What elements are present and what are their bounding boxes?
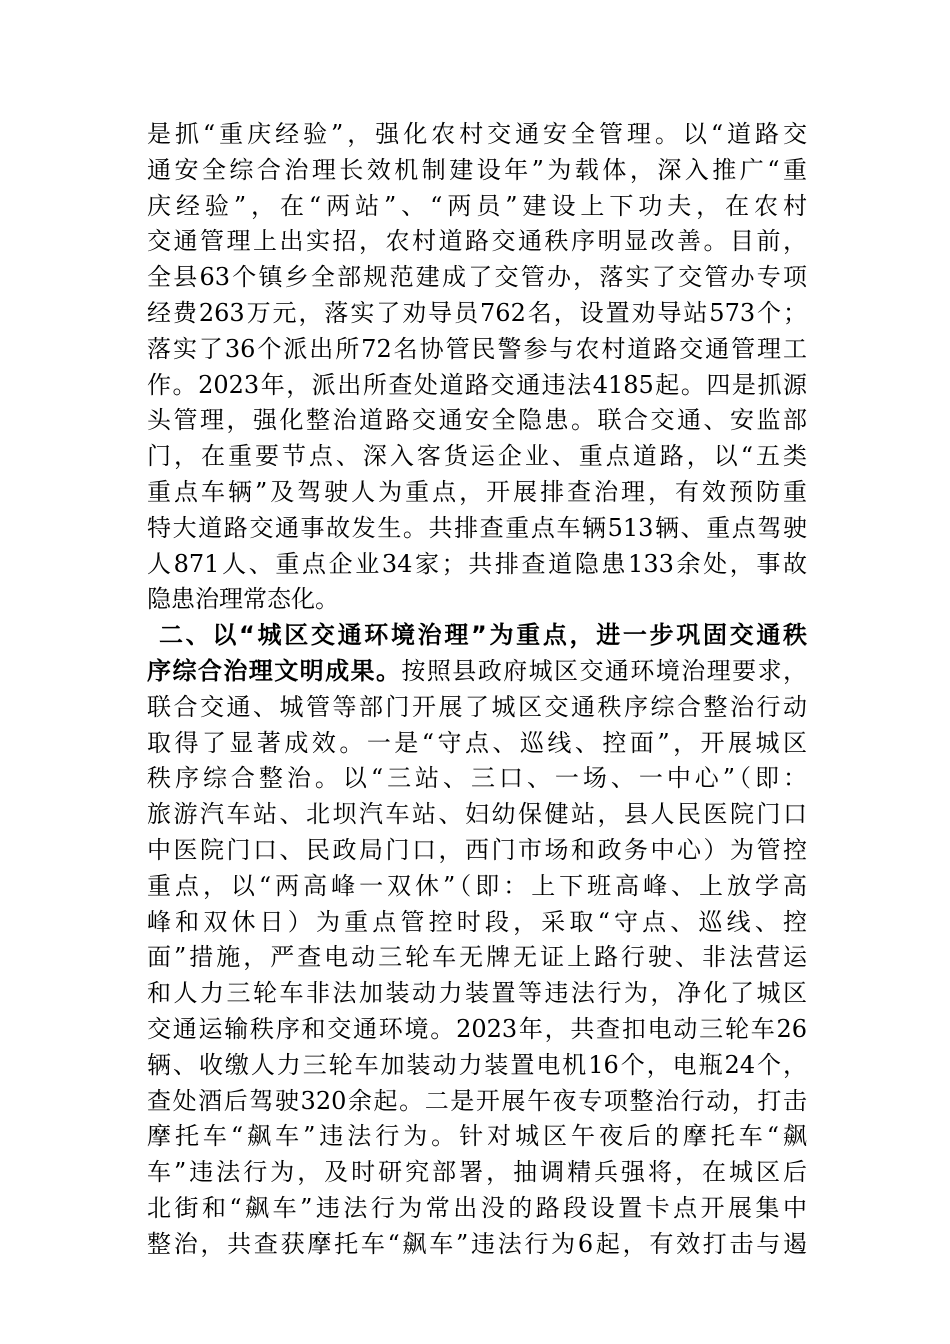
heading-continuation-line	[147, 654, 807, 690]
text-line: 隐患治理常态化。	[147, 585, 339, 614]
text-line: 车”违法行为，及时研究部署，抽调精兵强将，在城区后	[147, 1158, 807, 1187]
section-heading-tail: 序综合治理文明成果。	[147, 656, 402, 685]
text-line: 秩序综合整治。以“三站、三口、一场、一中心”（即：	[147, 764, 807, 793]
text-line: 庆经验”，在“两站”、“两员”建设上下功夫，在农村	[147, 191, 807, 220]
text-line: 门，在重要节点、深入客货运企业、重点道路，以“五类	[147, 442, 807, 471]
section-heading: 二、以“城区交通环境治理”为重点，进一步巩固交通秩	[159, 621, 807, 650]
body-text	[147, 117, 807, 1263]
text-line: 特大道路交通事故发生。共排查重点车辆513辆、重点驾驶	[147, 513, 807, 542]
text-line: 整治，共查获摩托车“飙车”违法行为6起，有效打击与遏	[147, 1229, 807, 1258]
text-line: 人871人、重点企业34家；共排查道隐患133余处，事故	[147, 549, 807, 578]
text-line: 联合交通、城管等部门开展了城区交通秩序综合整治行动	[147, 692, 807, 721]
text-line: 交通运输秩序和交通环境。2023年，共查扣电动三轮车26	[147, 1014, 807, 1043]
text-line: 北街和“飙车”违法行为常出没的路段设置卡点开展集中	[147, 1193, 807, 1222]
text-line: 摩托车“飙车”违法行为。针对城区午夜后的摩托车“飙	[147, 1122, 807, 1151]
text-line: 重点车辆”及驾驶人为重点，开展排查治理，有效预防重	[147, 477, 807, 506]
text-line: 面”措施，严查电动三轮车无牌无证上路行驶、非法营运	[147, 943, 807, 972]
text-line: 重点，以“两高峰一双休”（即：上下班高峰、上放学高	[147, 871, 807, 900]
text-line: 取得了显著成效。一是“守点、巡线、控面”，开展城区	[147, 728, 807, 757]
text-line: 全县63个镇乡全部规范建成了交管办，落实了交管办专项	[147, 263, 807, 292]
text-line: 旅游汽车站、北坝汽车站、妇幼保健站，县人民医院门口	[147, 800, 807, 829]
text-line: 经费263万元，落实了劝导员762名，设置劝导站573个；	[147, 298, 807, 327]
text-line: 查处酒后驾驶320余起。二是开展午夜专项整治行动，打击	[147, 1086, 807, 1115]
text-line: 落实了36个派出所72名协管民警参与农村道路交通管理工	[147, 334, 807, 363]
text-line: 和人力三轮车非法加装动力装置等违法行为，净化了城区	[147, 979, 807, 1008]
text-line: 通安全综合治理长效机制建设年”为载体，深入推广“重	[147, 155, 807, 184]
text-line: 峰和双休日）为重点管控时段，采取“守点、巡线、控	[147, 907, 807, 936]
text-line: 作。2023年，派出所查处道路交通违法4185起。四是抓源	[147, 370, 807, 399]
text-line: 中医院门口、民政局门口，西门市场和政务中心）为管控	[147, 835, 807, 864]
text-line: 是抓“重庆经验”，强化农村交通安全管理。以“道路交	[147, 120, 807, 148]
text-line: 交通管理上出实招，农村道路交通秩序明显改善。目前，	[147, 227, 807, 256]
text-line: 头管理，强化整治道路交通安全隐患。联合交通、安监部	[147, 406, 807, 435]
text-line: 辆、收缴人力三轮车加装动力装置电机16个，电瓶24个，	[147, 1050, 807, 1079]
text-run: 按照县政府城区交通环境治理要求，	[401, 656, 808, 685]
